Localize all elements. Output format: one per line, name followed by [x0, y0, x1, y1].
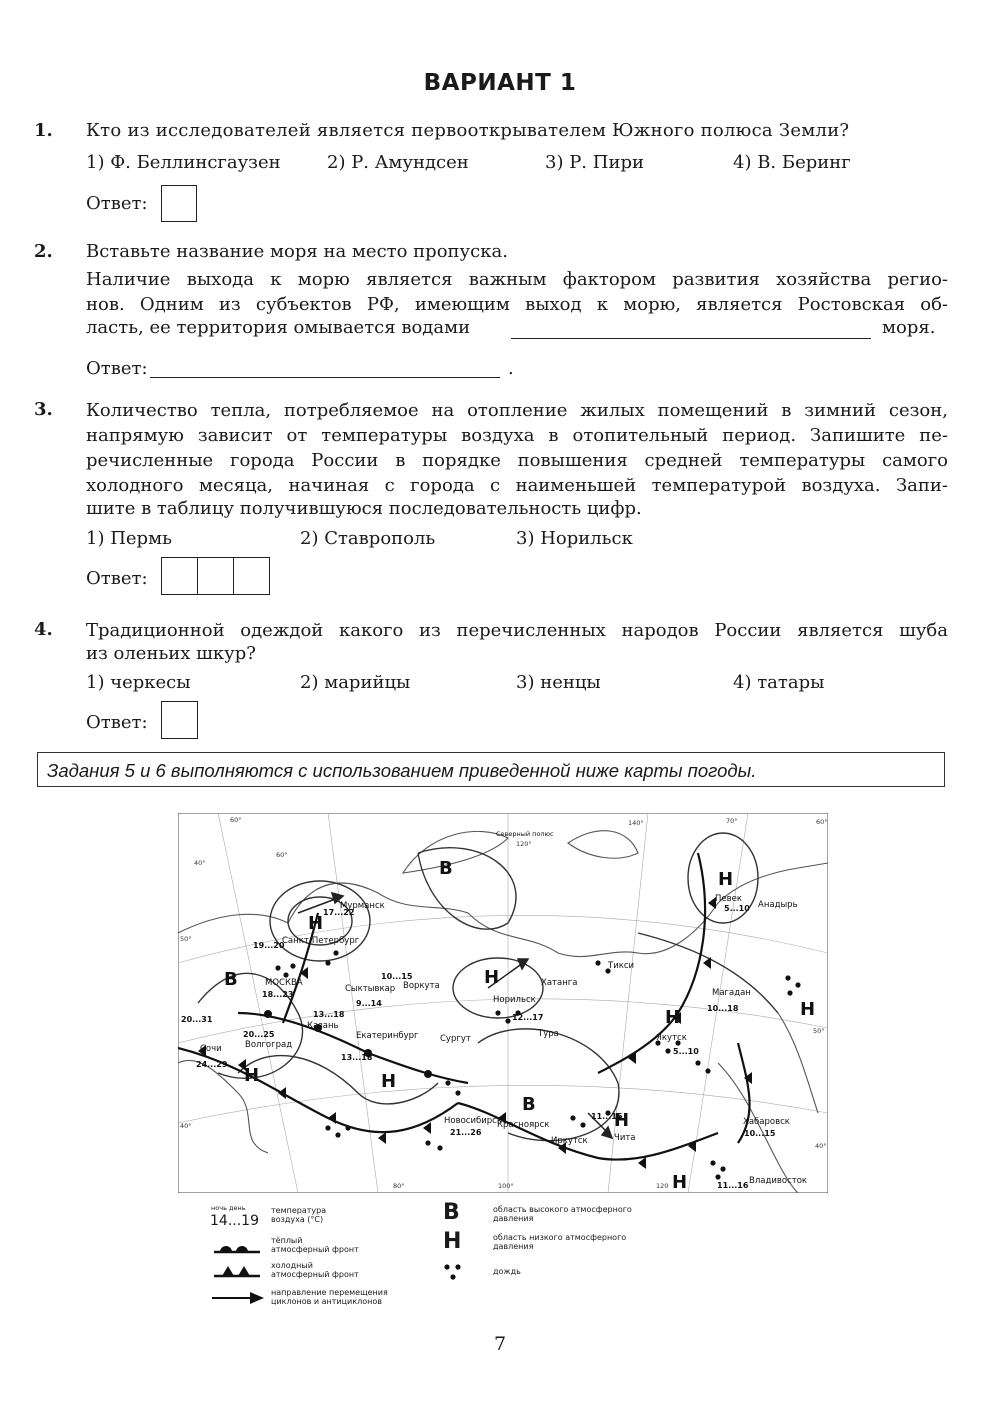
question-3-answer-cell-3[interactable]: [233, 557, 270, 595]
question-2-text-line-3: ласть, ее территория омывается водами: [86, 317, 471, 338]
lat-label-50a: 50°: [180, 935, 192, 943]
legend-high: область высокого атмосферного давления: [493, 1205, 632, 1223]
map-low-4: Н: [665, 1007, 681, 1028]
question-4-number: 4.: [34, 619, 53, 640]
city-murmansk: Мурманск: [340, 901, 385, 911]
question-1-answer-box[interactable]: [161, 185, 197, 222]
legend-temp-label: температура воздуха (°C): [271, 1206, 327, 1224]
lon-label-120b: 120: [656, 1182, 669, 1190]
question-4-text-line-1: Традиционной одеждой какого из перечисленных народов России является шуба: [86, 620, 948, 641]
legend-rain-icon: [443, 1262, 463, 1282]
question-1-option-3: 3) Р. Пири: [545, 152, 644, 173]
temp-norilsk: 12...17: [512, 1013, 544, 1022]
legend-arrow-icon: [212, 1292, 264, 1304]
question-2-instruction: Вставьте название моря на место пропуска.: [86, 241, 508, 262]
question-1-text: Кто из исследователей является первооткрывателем Южного полюса Земли?: [86, 120, 850, 141]
temp-ekaterinburg: 13...18: [341, 1053, 373, 1062]
lon-label-40: 40°: [194, 859, 206, 867]
question-1-option-1: 1) Ф. Беллинсгаузен: [86, 152, 281, 173]
city-krasnoyarsk: Красноярск: [497, 1120, 550, 1130]
question-4-answer-box[interactable]: [161, 701, 198, 739]
page-number: 7: [493, 1333, 507, 1355]
question-2-answer-dot: .: [508, 358, 514, 379]
city-chita: Чита: [614, 1133, 636, 1143]
city-sochi: Сочи: [200, 1044, 222, 1054]
city-irkutsk: Иркутск: [551, 1136, 588, 1146]
legend-cold-front: холодный атмосферный фронт: [271, 1261, 359, 1279]
map-low-7: Н: [381, 1071, 397, 1092]
temp-khabarovsk: 10...15: [744, 1129, 776, 1138]
map-low-5: Н: [800, 999, 816, 1020]
map-low-2: Н: [718, 869, 734, 890]
city-pevek: Певек: [715, 894, 742, 904]
city-moscow: МОСКВА: [265, 978, 303, 988]
lon-label-140: 140°: [628, 819, 644, 827]
lon-label-60a: 60°: [230, 816, 242, 824]
temp-vorkuta: 10...15: [381, 972, 413, 981]
city-tiksi: Тикси: [608, 961, 635, 971]
question-4-option-1: 1) черкесы: [86, 672, 191, 693]
city-surgut: Сургут: [440, 1034, 471, 1044]
legend-temp-head: ночь день: [211, 1204, 246, 1212]
temp-novosibirsk: 21...26: [450, 1128, 482, 1137]
map-high-2: В: [224, 969, 238, 990]
question-3-option-3: 3) Норильск: [516, 528, 633, 549]
temp-volgograd: 20...25: [243, 1030, 275, 1039]
temp-sochi-a: 20...31: [181, 1015, 213, 1024]
legend-arrow: направление перемещения циклонов и антициклонов: [271, 1288, 388, 1306]
legend-warm-front: тёплый атмосферный фронт: [271, 1236, 359, 1254]
question-2-number: 2.: [34, 241, 53, 262]
question-3-text-line-4: холодного месяца, начиная с города с наименьшей температурой воздуха. Запи-: [86, 475, 948, 496]
map-high-3: В: [522, 1094, 536, 1115]
question-3-answer-label: Ответ:: [86, 568, 148, 589]
temp-moscow: 18...23: [262, 990, 294, 999]
question-4-text-line-2: из оленьих шкур?: [86, 643, 256, 664]
question-1-answer-label: Ответ:: [86, 193, 148, 214]
lon-label-120: 120°: [516, 840, 532, 848]
question-1-option-2: 2) Р. Амундсен: [327, 152, 469, 173]
city-spb: Санкт-Петербург: [282, 936, 360, 946]
temp-spb: 19...20: [253, 941, 285, 950]
lon-label-100: 100°: [498, 1182, 514, 1190]
temp-syktyvkar: 9...14: [356, 999, 382, 1008]
temp-vladivostok: 11...16: [717, 1181, 749, 1190]
legend-warm-front-icon: [214, 1240, 260, 1254]
legend-cold-front-icon: [214, 1264, 260, 1278]
question-3-answer-cell-2[interactable]: [197, 557, 234, 595]
question-4-option-2: 2) марийцы: [300, 672, 411, 693]
question-3-text-line-1: Количество тепла, потребляемое на отопление жилых помещений в зимний сезон,: [86, 400, 948, 421]
city-ekaterinburg: Екатеринбург: [356, 1031, 419, 1041]
map-low-9: Н: [672, 1172, 688, 1193]
map-low-6: Н: [244, 1065, 260, 1086]
temp-sochi-b: 24...29: [196, 1060, 228, 1069]
lat-label-60: 60°: [816, 818, 828, 826]
question-3-answer-cell-1[interactable]: [161, 557, 198, 595]
city-khatanga: Хатанга: [541, 978, 578, 988]
lon-label-70: 70°: [726, 817, 738, 825]
question-3-text-line-5: шите в таблицу получившуюся последовательность цифр.: [86, 498, 642, 519]
lon-label-60b: 60°: [276, 851, 288, 859]
legend-high-symbol: В: [443, 1200, 460, 1225]
city-khabarovsk: Хабаровск: [743, 1117, 790, 1127]
legend-low: область низкого атмосферного давления: [493, 1233, 627, 1251]
temp-magadan: 10...18: [707, 1004, 739, 1013]
map-high-1: В: [439, 858, 453, 879]
question-2-text-end: моря.: [882, 317, 936, 338]
city-tura: Тура: [538, 1029, 559, 1039]
question-2-text-line-2: нов. Одним из субъектов РФ, имеющим выход к морю, является Ростовская об-: [86, 294, 948, 315]
map-tasks-note: Задания 5 и 6 выполняются с использованием приведенной ниже карты погоды.: [37, 752, 945, 787]
temp-murmansk: 17...22: [323, 908, 355, 917]
question-3-text-line-3: речисленные города России в порядке повышения средней температуры самого: [86, 450, 948, 471]
lat-label-40a: 40°: [180, 1122, 192, 1130]
temp-chita: 11...16: [591, 1112, 623, 1121]
city-volgograd: Волгоград: [245, 1040, 293, 1050]
city-norilsk: Норильск: [493, 995, 536, 1005]
lon-label-80: 80°: [393, 1182, 405, 1190]
city-yakutsk: Якутск: [656, 1033, 687, 1043]
question-2-answer-line[interactable]: [150, 377, 500, 378]
temp-pevek: 5...10: [724, 904, 750, 913]
city-magadan: Магадан: [712, 988, 751, 998]
question-3-text-line-2: напрямую зависит от температуры воздуха в отопительный период. Запишите пе-: [86, 425, 948, 446]
weather-map: [178, 813, 828, 1193]
question-2-answer-label: Ответ:: [86, 358, 148, 379]
question-3-option-2: 2) Ставрополь: [300, 528, 436, 549]
legend-low-symbol: Н: [443, 1229, 462, 1254]
question-2-blank[interactable]: [511, 338, 871, 339]
map-low-3: Н: [484, 967, 500, 988]
question-1-number: 1.: [34, 120, 53, 141]
map-low-8: Н: [614, 1110, 630, 1131]
question-3-option-1: 1) Пермь: [86, 528, 172, 549]
temp-kazan: 13...18: [313, 1010, 345, 1019]
question-4-option-4: 4) татары: [733, 672, 825, 693]
city-kazan: Казань: [307, 1021, 339, 1031]
question-1-option-4: 4) В. Беринг: [733, 152, 851, 173]
lat-label-40b: 40°: [815, 1142, 827, 1150]
map-low-1: Н: [308, 913, 324, 934]
legend-rain: дождь: [493, 1267, 521, 1276]
north-pole-label: Северный полюс: [496, 830, 554, 838]
question-2-text-line-1: Наличие выхода к морю является важным фактором развития хозяйства регио-: [86, 269, 948, 290]
lat-label-50b: 50°: [813, 1027, 825, 1035]
temp-yakutsk: 5...10: [673, 1047, 699, 1056]
question-4-option-3: 3) ненцы: [516, 672, 601, 693]
page-title: ВАРИАНТ 1: [423, 70, 577, 96]
question-3-number: 3.: [34, 399, 53, 420]
city-vorkuta: Воркута: [403, 981, 440, 991]
question-4-answer-label: Ответ:: [86, 712, 148, 733]
city-vladivostok: Владивосток: [749, 1176, 808, 1186]
city-novosibirsk: Новосибирск: [444, 1116, 502, 1126]
city-anadyr: Анадырь: [758, 900, 798, 910]
city-syktyvkar: Сыктывкар: [345, 984, 396, 994]
legend-temp-example: 14...19: [210, 1213, 259, 1229]
